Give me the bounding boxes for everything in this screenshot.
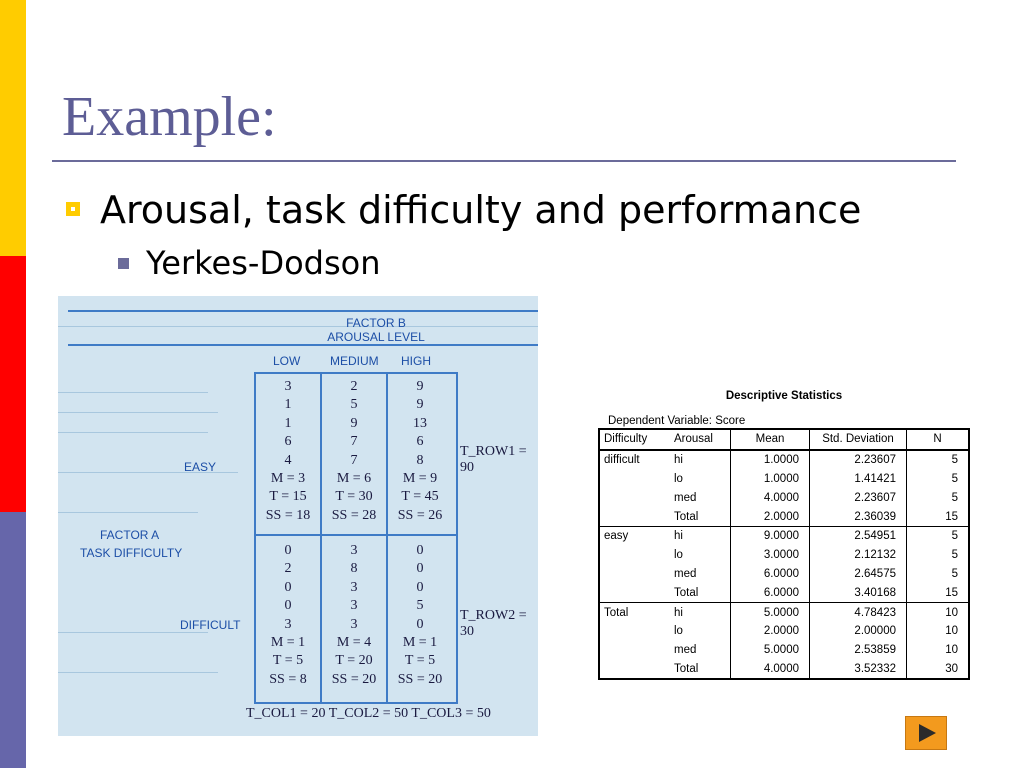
accent-strip-purple [0,512,26,768]
scan-text-line [58,672,218,673]
table-row: difficult hi 1.0000 2.23607 5 [599,450,969,470]
factor-b-heading [316,316,436,344]
scan-text-line [58,432,208,433]
accent-strip-yellow [0,0,26,256]
hollow-square-bullet-icon [66,202,80,216]
table-header-row [599,429,969,450]
column-totals: T_COL1 = 20 T_COL2 = 50 T_COL3 = 50 [246,706,491,721]
next-slide-button[interactable] [905,716,947,750]
row2-total: T_ROW2 = 30 [460,608,527,639]
table-row: med 4.0000 2.23607 5 [599,488,969,507]
scan-text-line [58,392,208,393]
slide-title: Example: [62,86,277,148]
task-difficulty-label: TASK DIFFICULTY [80,546,183,560]
anova-grid [254,372,458,704]
bullet-level1-text: Arousal, task difficulty and performance [100,188,862,232]
level-high: HIGH [401,354,431,368]
scan-text-line [58,412,218,413]
table-row: med 6.0000 2.64575 5 [599,565,969,584]
table-row: Total 2.0000 2.36039 15 [599,507,969,526]
grid-divider [256,534,456,536]
bullet-level2-text: Yerkes-Dodson [146,244,381,282]
cell-easy-high: 9 9 13 6 8 M = 9 T = 45 SS = 26 [397,379,443,523]
textbook-figure [58,296,538,736]
table-row: lo 1.0000 1.41421 5 [599,470,969,489]
cell-difficult-low: 0 2 0 0 3 M = 1 T = 5 SS = 8 [269,543,307,687]
level-low: LOW [273,354,301,368]
header-mean: Mean [731,429,810,450]
table-row: easy hi 9.0000 2.54951 5 [599,526,969,545]
descriptive-statistics-table [598,386,970,680]
dependent-variable-label: Dependent Variable: Score [608,415,746,427]
arousal-level-label: AROUSAL LEVEL [327,330,425,344]
table-title: Descriptive Statistics [725,390,843,402]
factor-a-label: FACTOR A [100,528,160,542]
level-medium: MEDIUM [330,354,379,368]
scan-text-line [58,326,538,327]
scan-text-line [58,632,208,633]
cell-easy-medium: 2 5 9 7 7 M = 6 T = 30 SS = 28 [331,379,377,523]
row-label-easy: EASY [184,460,217,474]
row-label-difficult: DIFFICULT [180,618,241,632]
factor-b-label: FACTOR B [346,316,406,330]
table-row: Total hi 5.0000 4.78423 10 [599,603,969,622]
accent-strip-red [0,256,26,512]
header-std-deviation: Std. Deviation [810,429,907,450]
table-row: med 5.0000 2.53859 10 [599,641,969,660]
header-difficulty: Difficulty [599,429,670,450]
title-divider [52,160,956,162]
cell-difficult-high: 0 0 0 5 0 M = 1 T = 5 SS = 20 [397,543,443,687]
row1-total: T_ROW1 = 90 [460,444,527,475]
filled-square-bullet-icon [118,258,129,269]
cell-difficult-medium: 3 8 3 3 3 M = 4 T = 20 SS = 20 [331,543,377,687]
header-arousal: Arousal [670,429,731,450]
table-row: lo 3.0000 2.12132 5 [599,546,969,565]
figure-top-rule [68,310,538,312]
table-row: Total 6.0000 3.40168 15 [599,583,969,602]
header-n: N [907,429,970,450]
stats-table [598,428,970,680]
cell-easy-low: 3 1 1 6 4 M = 3 T = 15 SS = 18 [265,379,311,523]
table-row: Total 4.0000 3.52332 30 [599,660,969,680]
table-row: lo 2.0000 2.00000 10 [599,622,969,641]
figure-header-rule [68,344,538,346]
scan-text-line [58,512,198,513]
